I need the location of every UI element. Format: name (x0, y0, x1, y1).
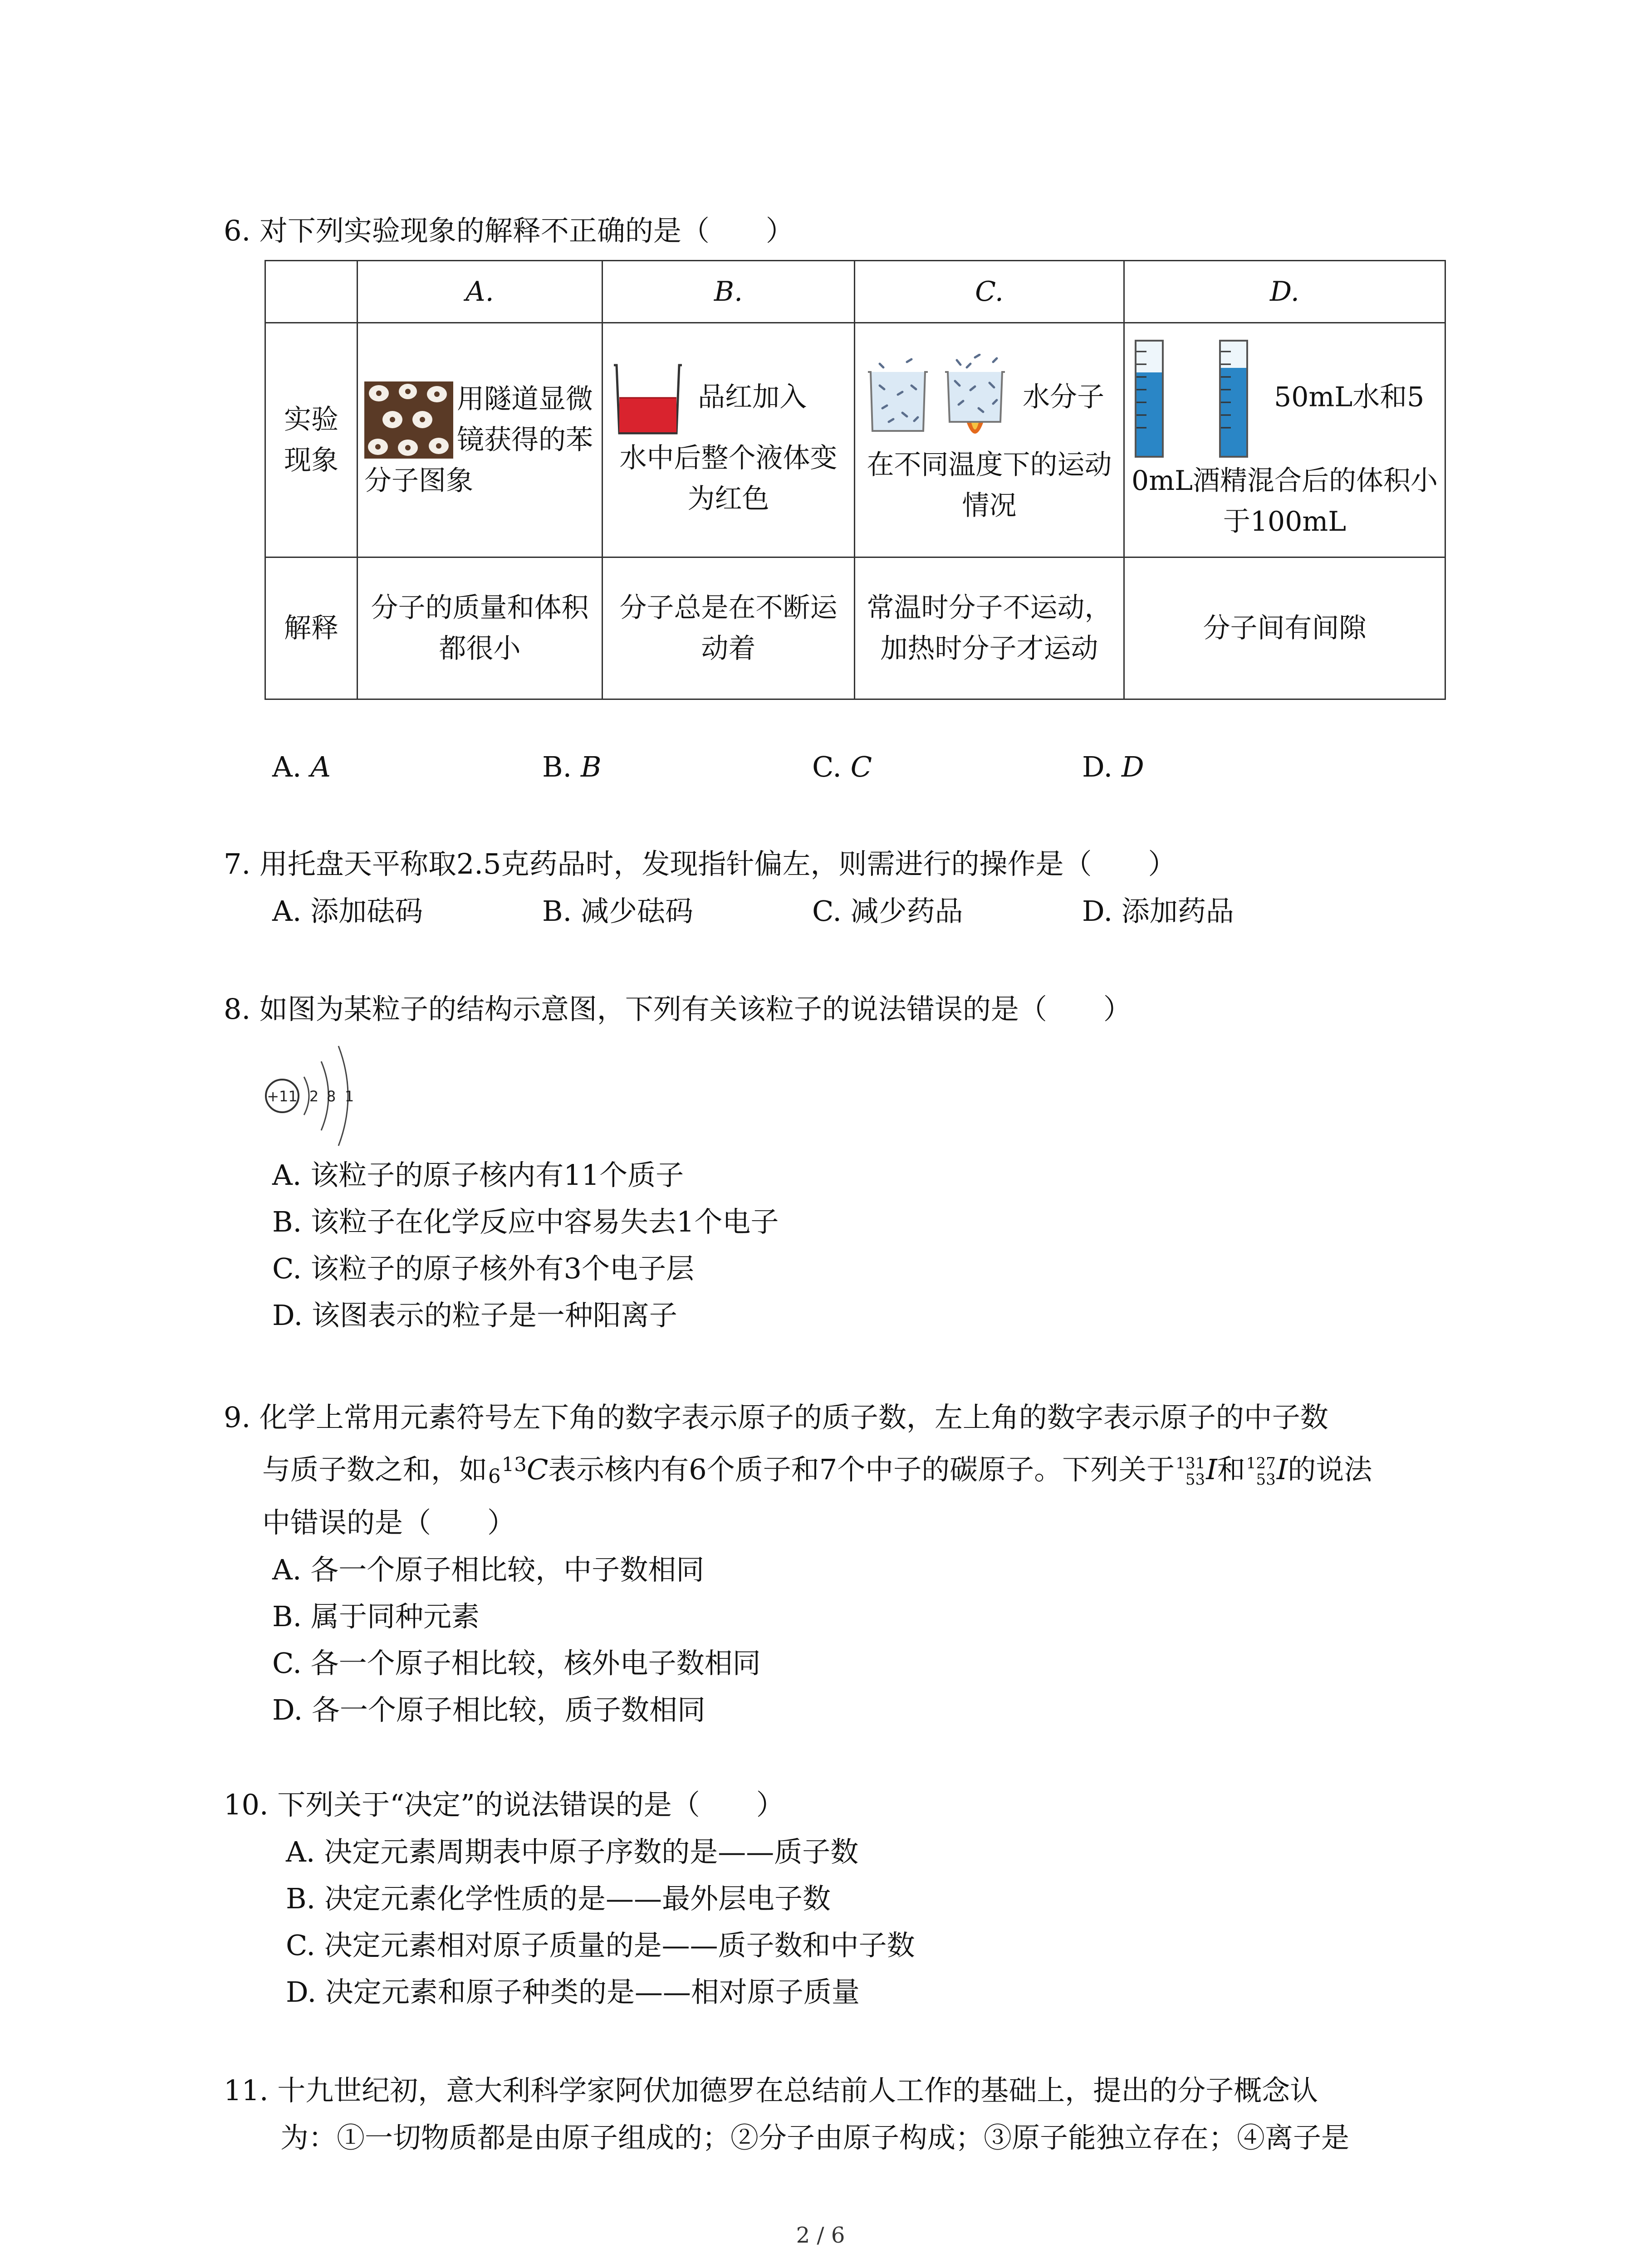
cell-b-phenomenon-2: 水中后整个液体变为红色 (619, 442, 838, 515)
q10-option-d[interactable]: D. 决定元素和原子种类的是——相对原子质量 (286, 1975, 860, 2009)
page-number: 2 / 6 (796, 2223, 845, 2248)
q11-line-2: 为：①一切物质都是由原子组成的；②分子由原子构成；③原子能独立存在；④离子是 (280, 2121, 1350, 2154)
atomic-structure-diagram (259, 1035, 363, 1158)
q7-option-d[interactable]: D. 添加药品 (1082, 894, 1234, 928)
row-label-explanation: 解释 (265, 557, 358, 699)
shell-3-electrons: 1 (344, 1088, 354, 1105)
q8-stem: 8. 如图为某粒子的结构示意图，下列有关该粒子的说法错误的是（ ） (224, 992, 1132, 1026)
q10-option-b[interactable]: B. 决定元素化学性质的是——最外层电子数 (286, 1882, 831, 1915)
q6-option-c[interactable]: C. C (812, 750, 872, 783)
q8-option-d[interactable]: D. 该图表示的粒子是一种阳离子 (272, 1299, 677, 1332)
table-header-b: B. (603, 261, 855, 323)
cell-c-phenomenon-2: 在不同温度下的运动情况 (867, 449, 1112, 522)
cell-d-explanation: 分子间有间隙 (1124, 557, 1445, 699)
q6-experiment-table (265, 260, 1446, 700)
q9-line-3: 中错误的是（ ） (262, 1506, 516, 1539)
row-label-phenomenon: 实验现象 (265, 323, 358, 557)
q6-option-d[interactable]: D. D (1082, 750, 1144, 783)
q7-option-c[interactable]: C. 减少药品 (812, 894, 963, 928)
q8-option-b[interactable]: B. 该粒子在化学反应中容易失去1个电子 (272, 1205, 779, 1238)
q6-option-b[interactable]: B. B (542, 750, 602, 783)
graduated-cylinders-icon (1131, 338, 1263, 460)
cell-a-explanation: 分子的质量和体积都很小 (358, 557, 603, 699)
q6-option-a[interactable]: A. A (272, 750, 331, 783)
q11-line-1: 11. 十九世纪初，意大利科学家阿伏加德罗在总结前人工作的基础上，提出的分子概念认 (224, 2074, 1318, 2107)
beaker-red-icon (609, 361, 686, 438)
q10-stem: 10. 下列关于“决定”的说法错误的是（ ） (224, 1788, 784, 1821)
cell-c-explanation: 常温时分子不运动，加热时分子才运动 (855, 557, 1124, 699)
table-header-d: D. (1124, 261, 1445, 323)
cell-c-phenomenon-1: 水分子 (1023, 381, 1105, 413)
q9-option-d[interactable]: D. 各一个原子相比较，质子数相同 (272, 1693, 705, 1726)
cell-b-phenomenon-1: 品红加入 (698, 381, 807, 413)
table-header-a: A. (358, 261, 603, 323)
q7-option-b[interactable]: B. 减少砝码 (542, 894, 693, 928)
nucleus-label: +11 (267, 1088, 298, 1105)
benzene-stm-image (364, 381, 453, 459)
q10-option-a[interactable]: A. 决定元素周期表中原子序数的是——质子数 (286, 1835, 859, 1868)
cell-d-phenomenon-1: 50mL水和5 (1274, 381, 1425, 413)
water-molecule-beakers-icon (862, 354, 1011, 445)
q6-stem: 6. 对下列实验现象的解释不正确的是（ ） (224, 214, 794, 247)
q8-option-a[interactable]: A. 该粒子的原子核内有11个质子 (272, 1158, 684, 1192)
q9-line-2: 与质子数之和，如613C表示核内有6个质子和7个中子的碳原子。下列关于 131 53 I和 127 53 I的说法 (262, 1453, 1372, 1489)
q8-option-c[interactable]: C. 该粒子的原子核外有3个电子层 (272, 1252, 695, 1285)
table-corner (265, 261, 358, 323)
q7-stem: 7. 用托盘天平称取2.5克药品时，发现指针偏左，则需进行的操作是（ ） (224, 847, 1176, 880)
q7-option-a[interactable]: A. 添加砝码 (272, 894, 423, 928)
q9-option-b[interactable]: B. 属于同种元素 (272, 1600, 480, 1633)
shell-1-electrons: 2 (309, 1088, 319, 1105)
cell-a-phenomenon: 用隧道显微镜获得的苯分子图象 (364, 383, 593, 497)
q9-option-c[interactable]: C. 各一个原子相比较，核外电子数相同 (272, 1647, 761, 1680)
cell-b-explanation: 分子总是在不断运动着 (603, 557, 855, 699)
q10-option-c[interactable]: C. 决定元素相对原子质量的是——质子数和中子数 (286, 1929, 915, 1962)
table-header-c: C. (855, 261, 1124, 323)
cell-d-phenomenon-2: 0mL酒精混合后的体积小于100mL (1132, 465, 1438, 538)
q9-option-a[interactable]: A. 各一个原子相比较，中子数相同 (272, 1553, 705, 1586)
shell-2-electrons: 8 (326, 1088, 336, 1105)
q9-line-1: 9. 化学上常用元素符号左下角的数字表示原子的质子数，左上角的数字表示原子的中子数 (224, 1401, 1328, 1434)
